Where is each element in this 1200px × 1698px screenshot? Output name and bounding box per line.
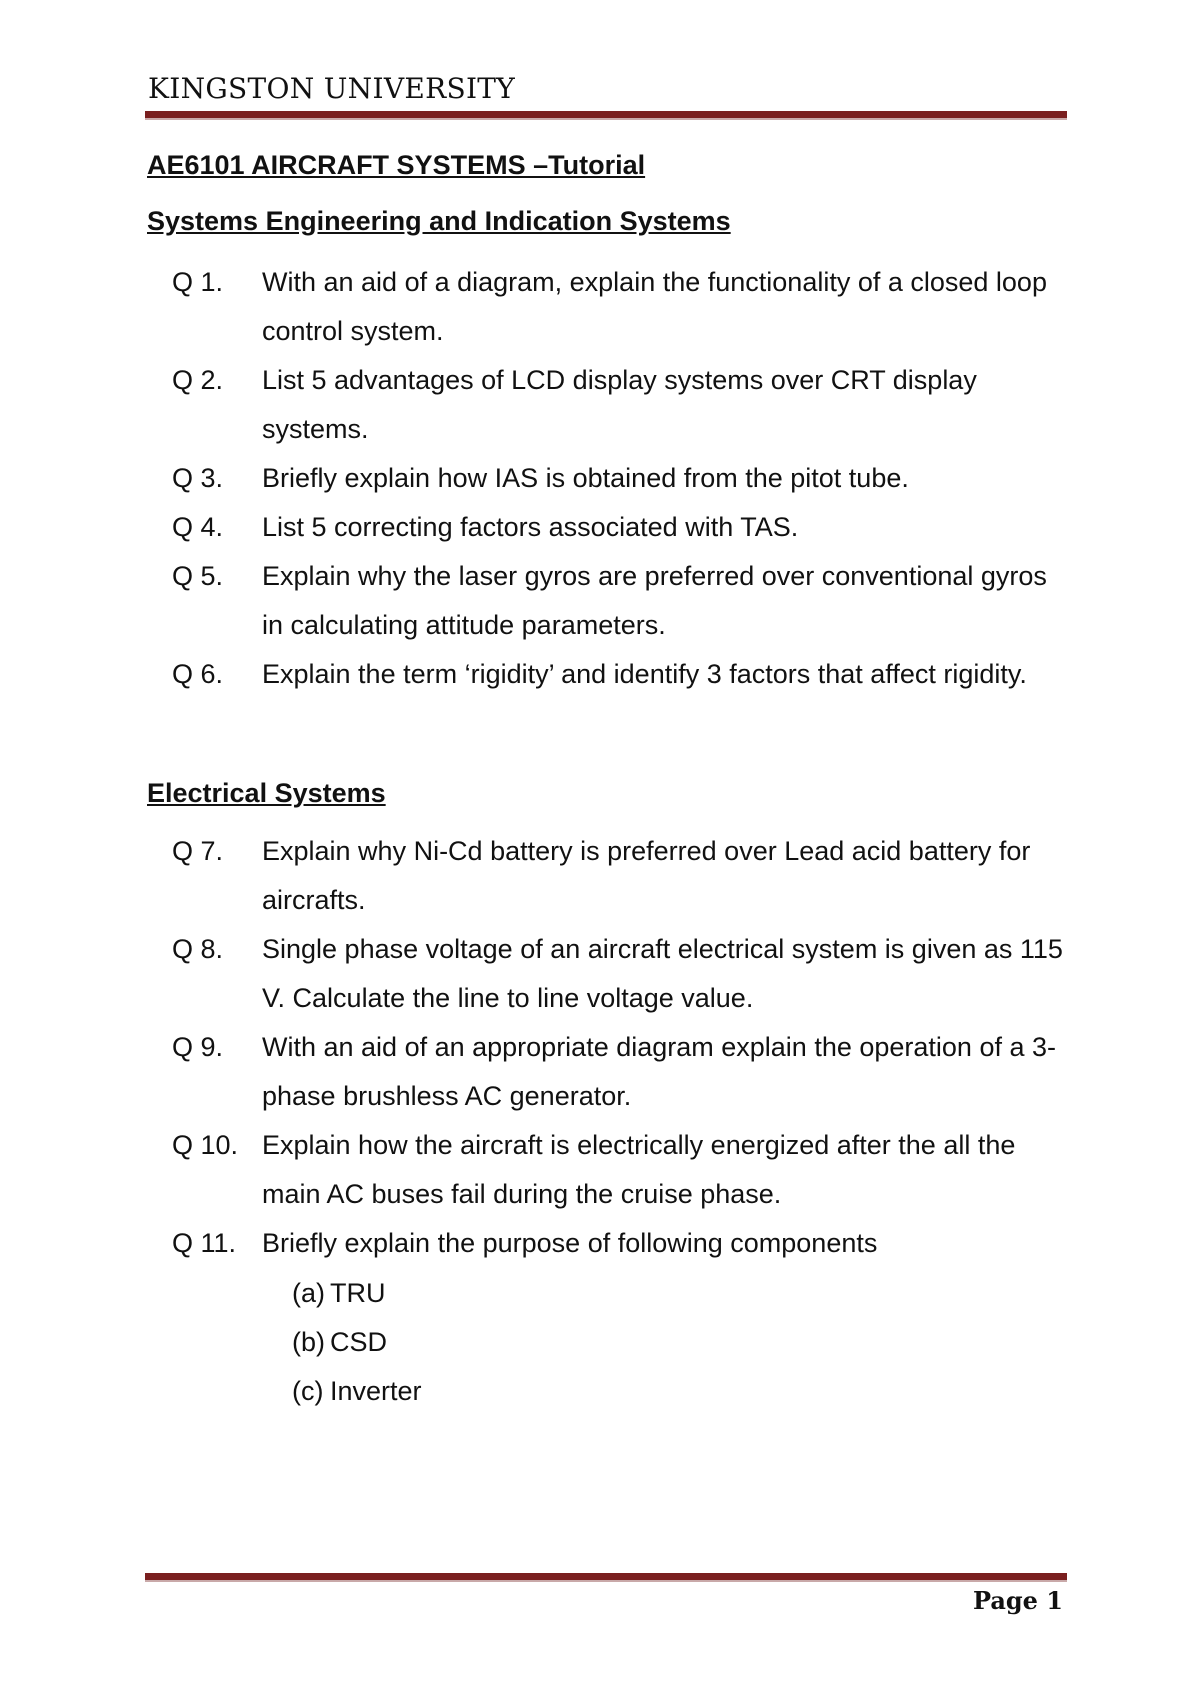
sub-item-b [292, 1327, 387, 1358]
question-text: List 5 correcting factors associated with TAS. [262, 512, 799, 542]
question-number: Q 8. [172, 934, 224, 964]
question-2 [172, 356, 1072, 454]
page-number: Page 1 [972, 1586, 1063, 1615]
question-number: Q 7. [172, 836, 224, 866]
question-3 [172, 454, 1072, 503]
sub-item-c [292, 1376, 422, 1407]
question-number: Q 6. [172, 659, 224, 689]
question-9 [172, 1023, 1072, 1121]
question-10 [172, 1121, 1072, 1219]
question-text: List 5 advantages of LCD display systems over CRT display systems. [262, 365, 977, 444]
question-number: Q 5. [172, 561, 224, 591]
question-text: Explain the term ‘rigidity’ and identify 3 factors that affect rigidity. [262, 659, 1027, 689]
question-11 [172, 1219, 1072, 1268]
question-text: Briefly explain how IAS is obtained from the pitot tube. [262, 463, 909, 493]
section-title-electrical-systems: Electrical Systems [147, 778, 386, 808]
question-number: Q 3. [172, 463, 224, 493]
section-title-systems-engineering: Systems Engineering and Indication Systems [147, 206, 731, 236]
question-text: With an aid of an appropriate diagram explain the operation of a 3-phase brushless AC generator. [262, 1032, 1056, 1111]
sub-item-label: (b) [292, 1327, 325, 1357]
question-4 [172, 503, 1072, 552]
sub-item-label: (a) [292, 1278, 325, 1308]
question-8 [172, 925, 1072, 1023]
question-text: Explain how the aircraft is electrically energized after the all the main AC buses fail during the cruise phase. [262, 1130, 1016, 1209]
question-5 [172, 552, 1072, 650]
sub-item-text: CSD [330, 1327, 388, 1357]
sub-item-a [292, 1278, 386, 1309]
question-number: Q 1. [172, 267, 224, 297]
question-text: With an aid of a diagram, explain the functionality of a closed loop control system. [262, 267, 1047, 346]
question-number: Q 10. [172, 1130, 239, 1160]
header-rule [145, 111, 1067, 120]
question-6 [172, 650, 1072, 699]
question-7 [172, 827, 1072, 925]
question-number: Q 11. [172, 1228, 237, 1258]
question-text: Explain why the laser gyros are preferred over conventional gyros in calculating attitude parameters. [262, 561, 1047, 640]
sub-item-text: TRU [330, 1278, 386, 1308]
question-number: Q 4. [172, 512, 224, 542]
question-number: Q 9. [172, 1032, 224, 1062]
question-1 [172, 258, 1072, 356]
sub-item-label: (c) [292, 1376, 324, 1406]
footer-rule [145, 1573, 1067, 1582]
question-text: Single phase voltage of an aircraft electrical system is given as 115 V. Calculate the line to line voltage value. [262, 934, 1063, 1013]
university-header: KINGSTON UNIVERSITY [148, 72, 516, 105]
question-text: Briefly explain the purpose of following components [262, 1228, 878, 1258]
question-text: Explain why Ni-Cd battery is preferred over Lead acid battery for aircrafts. [262, 836, 1031, 915]
question-number: Q 2. [172, 365, 224, 395]
course-title: AE6101 AIRCRAFT SYSTEMS –Tutorial [147, 150, 646, 180]
sub-item-text: Inverter [330, 1376, 422, 1406]
